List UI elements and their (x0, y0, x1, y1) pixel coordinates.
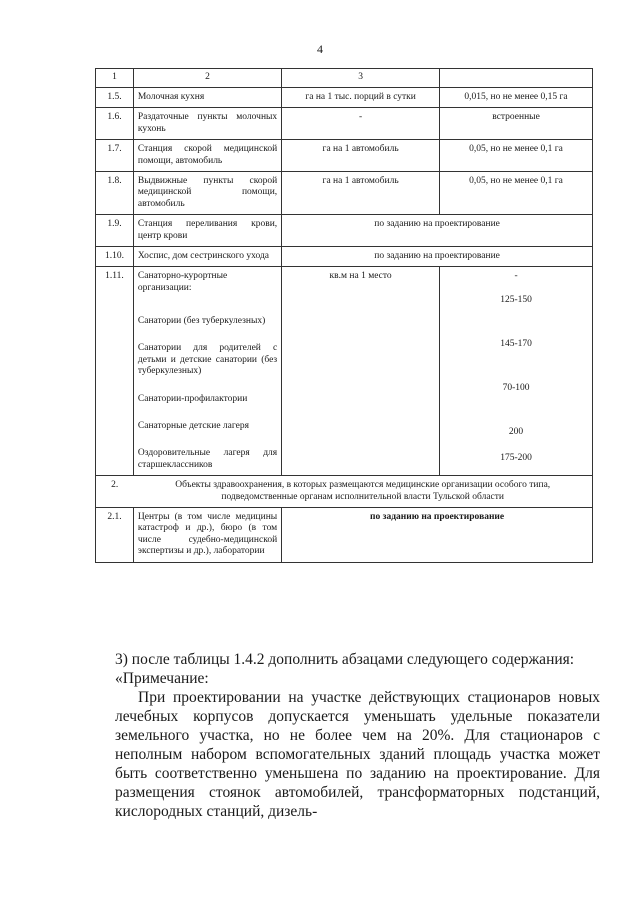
row-number: 1.9. (96, 215, 134, 247)
row-name: Станция скорой медицинской помощи, автомобиль (133, 140, 281, 172)
table-row (96, 108, 593, 140)
sub-item-value: 200 (508, 427, 524, 438)
row-name: Станция переливания крови, центр крови (133, 215, 281, 247)
row-value: 0,015, но не менее 0,15 га (440, 88, 593, 108)
row-unit: - (282, 108, 440, 140)
sub-item-value: 145-170 (500, 339, 532, 350)
section-number: 2. (96, 476, 134, 508)
sub-item-name: Санатории для родителей с детьми и детские санатории (без туберкулезных) (137, 343, 278, 377)
row-name: Молочная кухня (133, 88, 281, 108)
row-value: 0,05, но не менее 0,1 га (440, 171, 593, 214)
note-paragraph: При проектировании на участке действующих стационаров новых лечебных корпусов допускается уменьшать удельные показатели земельного участка, но не более чем на 20%. Для стационаров с неполным набором вспомогательных зданий площадь участка может быть соответственно уменьшена по заданию на проектирование. Для размещения стоянок автомобилей, трансформаторных подстанций, кислородных станций, дизель- (115, 689, 600, 820)
row-number: 1.10. (96, 246, 134, 266)
row-number: 1.8. (96, 171, 134, 214)
sub-item-name: Санатории-профилактории (137, 393, 248, 404)
row-unit: га на 1 тыс. порций в сутки (282, 88, 440, 108)
row-number: 1.6. (96, 108, 134, 140)
row-unit: га на 1 автомобиль (282, 171, 440, 214)
header-col-2: 2 (133, 69, 281, 88)
row-number: 1.5. (96, 88, 134, 108)
table-row-section (96, 476, 593, 508)
row-name-group (133, 267, 281, 476)
sub-item-name: Санатории (без туберкулезных) (137, 316, 266, 327)
row-merged-value: по заданию на проектирование (282, 246, 593, 266)
row-merged-value: по заданию на проектирование (282, 507, 593, 562)
row-name: Хоспис, дом сестринского ухода (133, 246, 281, 266)
norms-table (95, 68, 593, 563)
sub-item-value: 125-150 (500, 295, 532, 306)
row-name: Санаторно-курортные организации: (137, 271, 228, 293)
header-col-1: 1 (96, 69, 134, 88)
section-title: Объекты здравоохранения, в которых размещаются медицинские организации особого типа, подведомственные органам исполнительной власти Тульской области (133, 476, 592, 508)
table-header-row (96, 69, 593, 88)
table-row-sanatorium (96, 267, 593, 476)
row-value: 0,05, но не менее 0,1 га (440, 140, 593, 172)
header-col-4 (440, 69, 593, 88)
row-value-group (440, 267, 593, 476)
row-number: 1.7. (96, 140, 134, 172)
header-col-3: 3 (282, 69, 440, 88)
page-number: 4 (317, 42, 323, 56)
table-row (96, 246, 593, 266)
row-name: Центры (в том числе медицины катастроф и др.), бюро (в том числе судебно-медицинской экспертизы и др.), лаборатории (133, 507, 281, 562)
amendment-line: 3) после таблицы 1.4.2 дополнить абзацами следующего содержания: (115, 651, 575, 668)
table-row (96, 215, 593, 247)
row-value-top: - (514, 271, 518, 282)
row-unit: га на 1 автомобиль (282, 140, 440, 172)
sub-item-name: Санаторные детские лагеря (137, 421, 249, 432)
sub-item-name: Оздоровительные лагеря для старшеклассников (137, 448, 278, 470)
row-merged-value: по заданию на проектирование (282, 215, 593, 247)
sub-item-value: 70-100 (502, 383, 530, 394)
row-value: встроенные (440, 108, 593, 140)
row-name: Раздаточные пункты молочных кухонь (133, 108, 281, 140)
table-row (96, 88, 593, 108)
table-row (96, 140, 593, 172)
body-text (115, 650, 600, 821)
row-unit: кв.м на 1 место (282, 267, 440, 476)
table-row (96, 507, 593, 562)
table-row (96, 171, 593, 214)
row-name: Выдвижные пункты скорой медицинской помощи, автомобиль (133, 171, 281, 214)
note-heading: «Примечание: (115, 670, 209, 687)
sub-item-value: 175-200 (500, 453, 532, 464)
row-number: 1.11. (96, 267, 134, 476)
row-number: 2.1. (96, 507, 134, 562)
